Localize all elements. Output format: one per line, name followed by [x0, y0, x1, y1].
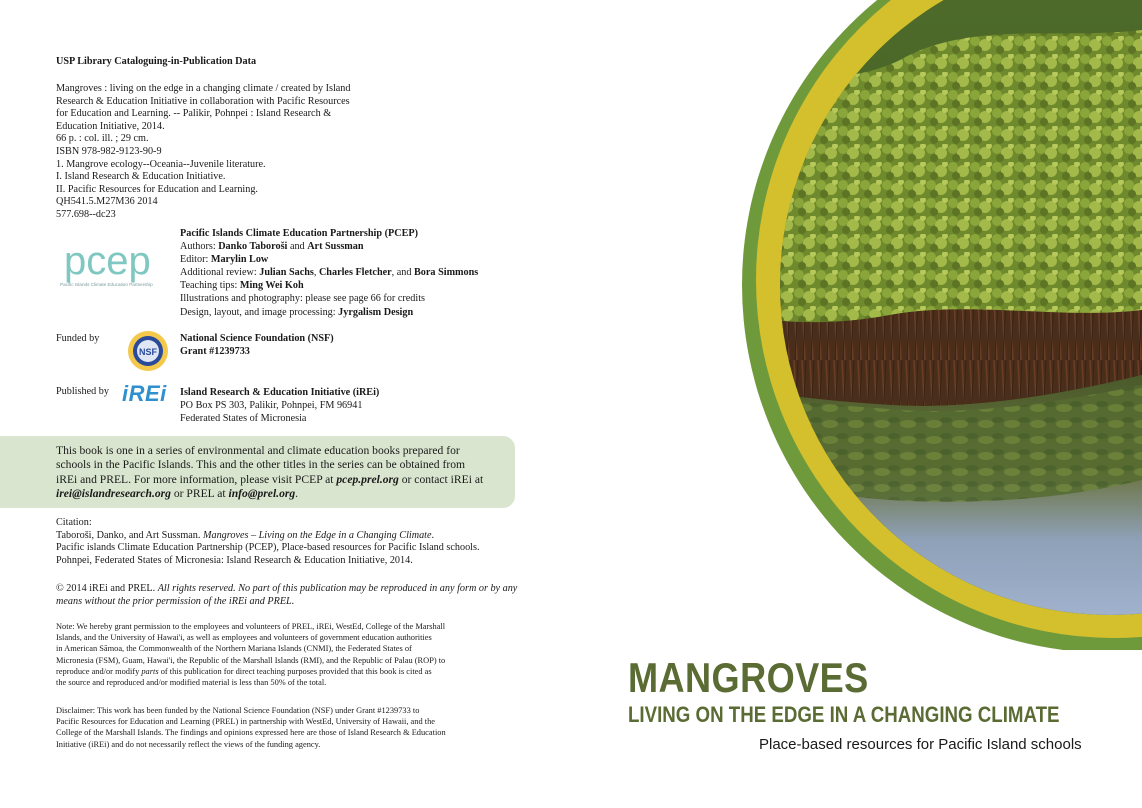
cover-photo	[640, 0, 1142, 650]
authors-and: and	[287, 241, 308, 253]
cip-line: Mangroves : living on the edge in a changing climate / created by Island	[56, 83, 351, 94]
note-text: of this publication for direct teaching purposes provided that this book is cited as	[158, 666, 432, 676]
cover-title: MANGROVES	[628, 654, 869, 701]
pcep-logo	[58, 238, 173, 293]
funded-label: Funded by	[56, 333, 100, 344]
nsf-org: National Science Foundation (NSF)	[180, 333, 334, 344]
cip-line: Education Initiative, 2014.	[56, 120, 165, 132]
info-box-text	[56, 444, 496, 502]
cip-heading: USP Library Cataloguing-in-Publication Data	[56, 56, 257, 67]
cip-data	[56, 83, 351, 222]
citation-line: Pacific islands Climate Education Partnership (PCEP), Place-based resources for Pacific Island schools.	[56, 542, 480, 554]
note-line: Micronesia (FSM), Guam, Hawai'i, the Republic of the Marshall Islands (RMI), and the Republic of Palau (ROP) to	[56, 655, 446, 665]
copyright-rights-cont: means without the prior permission of the iREi and PREL.	[56, 595, 295, 607]
cip-line: QH541.5.M27M36 2014	[56, 196, 158, 208]
nsf-grant: Grant #1239733	[180, 346, 250, 358]
copyright-rights: All rights reserved. No part of this publication may be reproduced in any form or by any	[157, 583, 518, 594]
reviewer-name: Bora Simmons	[414, 267, 479, 279]
citation-label: Citation:	[56, 517, 92, 528]
review-and: , and	[391, 267, 415, 279]
cip-line: Research & Education Initiative in collaboration with Pacific Resources	[56, 95, 350, 107]
cip-line: I. Island Research & Education Initiative.	[56, 171, 226, 183]
editor-name: Marylin Low	[210, 254, 269, 266]
citation-block	[56, 517, 480, 567]
cip-line: 577.698--dc23	[56, 208, 116, 220]
cover-tagline: Place-based resources for Pacific Island schools	[759, 736, 1082, 753]
cip-line: II. Pacific Resources for Education and Learning.	[56, 183, 258, 195]
irei-logo: iREi	[122, 381, 167, 406]
authors-label: Authors:	[180, 241, 219, 253]
note-text: reproduce and/or modify	[56, 666, 142, 676]
info-line-text: or contact iREi at	[398, 472, 484, 486]
publisher-org: Island Research & Education Initiative (iREi)	[180, 387, 380, 398]
nsf-block	[180, 332, 334, 358]
reviewer-name: Julian Sachs	[259, 267, 314, 279]
cip-line: ISBN 978-982-9123-90-9	[56, 145, 162, 157]
published-label: Published by	[56, 386, 109, 397]
info-line-text: iREi and PREL. For more information, please visit PCEP at	[56, 472, 337, 486]
copyright-holder: © 2014 iREi and PREL.	[56, 583, 158, 594]
note-line: Islands, and the University of Hawai'i, as well as employees and volunteers of government education authorities	[56, 633, 432, 643]
tips-label: Teaching tips:	[180, 280, 240, 292]
disclaimer-line: Disclaimer: This work has been funded by the National Science Foundation (NSF) under Grant #1239733 to	[56, 706, 420, 715]
info-line-text: .	[295, 487, 299, 501]
pcep-link[interactable]: pcep.prel.org	[336, 472, 399, 486]
disclaimer-block	[56, 705, 526, 750]
cip-line: for Education and Learning. -- Palikir, Pohnpei : Island Research &	[56, 108, 332, 120]
info-line: schools in the Pacific Islands. This and the other titles in the series can be obtained from	[56, 458, 466, 472]
review-label: Additional review:	[180, 267, 260, 279]
nsf-logo	[127, 330, 169, 372]
prel-email-link[interactable]: info@prel.org	[228, 487, 296, 501]
author-name: Art Sussman	[307, 241, 364, 253]
illustrations-credit: Illustrations and photography: please see page 66 for credits	[180, 293, 425, 305]
note-line: in American Sāmoa, the Commonwealth of the Northern Mariana Islands (CNMI), the Federated States of	[56, 644, 412, 654]
note-emphasis: parts	[141, 666, 159, 676]
tips-name: Ming Wei Koh	[239, 280, 304, 292]
review-sep: ,	[313, 267, 319, 279]
publisher-block	[180, 386, 379, 425]
info-line: This book is one in a series of environmental and climate education books prepared for	[56, 444, 460, 457]
note-block	[56, 621, 526, 688]
pcep-logo-subtext: Pacific Islands Climate Education Partnership	[60, 282, 153, 287]
cip-line: 66 p. : col. ill. ; 29 cm.	[56, 133, 149, 145]
disclaimer-line: Initiative (iREi) and do not necessarily reflect the views of the funding agency.	[56, 739, 321, 749]
disclaimer-line: College of the Marshall Islands. The findings and opinions expressed here are those of Island Research & Education	[56, 728, 446, 738]
pcep-logo-text: pcep	[64, 239, 151, 283]
credits-block	[180, 227, 478, 319]
credits-org: Pacific Islands Climate Education Partnership (PCEP)	[180, 228, 418, 239]
note-line: Note: We hereby grant permission to the employees and volunteers of PREL, iREi, WestEd, College of the Marshall	[56, 622, 446, 631]
irei-email-link[interactable]: irei@islandresearch.org	[56, 487, 171, 501]
publisher-address: PO Box PS 303, Palikir, Pohnpei, FM 96941	[180, 400, 363, 412]
publisher-country: Federated States of Micronesia	[180, 413, 307, 425]
citation-title: Mangroves – Living on the Edge in a Changing Climate	[203, 529, 432, 541]
citation-line: Pohnpei, Federated States of Micronesia: Island Research & Education Initiative, 2014.	[56, 554, 413, 566]
cip-line: 1. Mangrove ecology--Oceania--Juvenile literature.	[56, 158, 266, 170]
author-name: Danko Taboroši	[218, 241, 288, 253]
cover-subtitle: LIVING ON THE EDGE IN A CHANGING CLIMATE	[628, 702, 1060, 727]
citation-authors: Taboroši, Danko, and Art Sussman.	[56, 529, 203, 541]
nsf-logo-text: NSF	[139, 347, 157, 357]
info-line-text: or PREL at	[170, 487, 229, 501]
copyright-notice	[56, 583, 526, 608]
disclaimer-line: Pacific Resources for Education and Learning (PREL) in partnership with WestEd, University of Hawaii, and the	[56, 717, 435, 727]
note-line: the source and reproduced and/or modified material is less than 50% of the total.	[56, 678, 327, 688]
editor-label: Editor:	[180, 254, 211, 266]
reviewer-name: Charles Fletcher	[318, 267, 392, 279]
design-label: Design, layout, and image processing:	[180, 306, 339, 318]
design-name: Jyrgalism Design	[338, 306, 414, 318]
citation-period: .	[431, 529, 435, 541]
